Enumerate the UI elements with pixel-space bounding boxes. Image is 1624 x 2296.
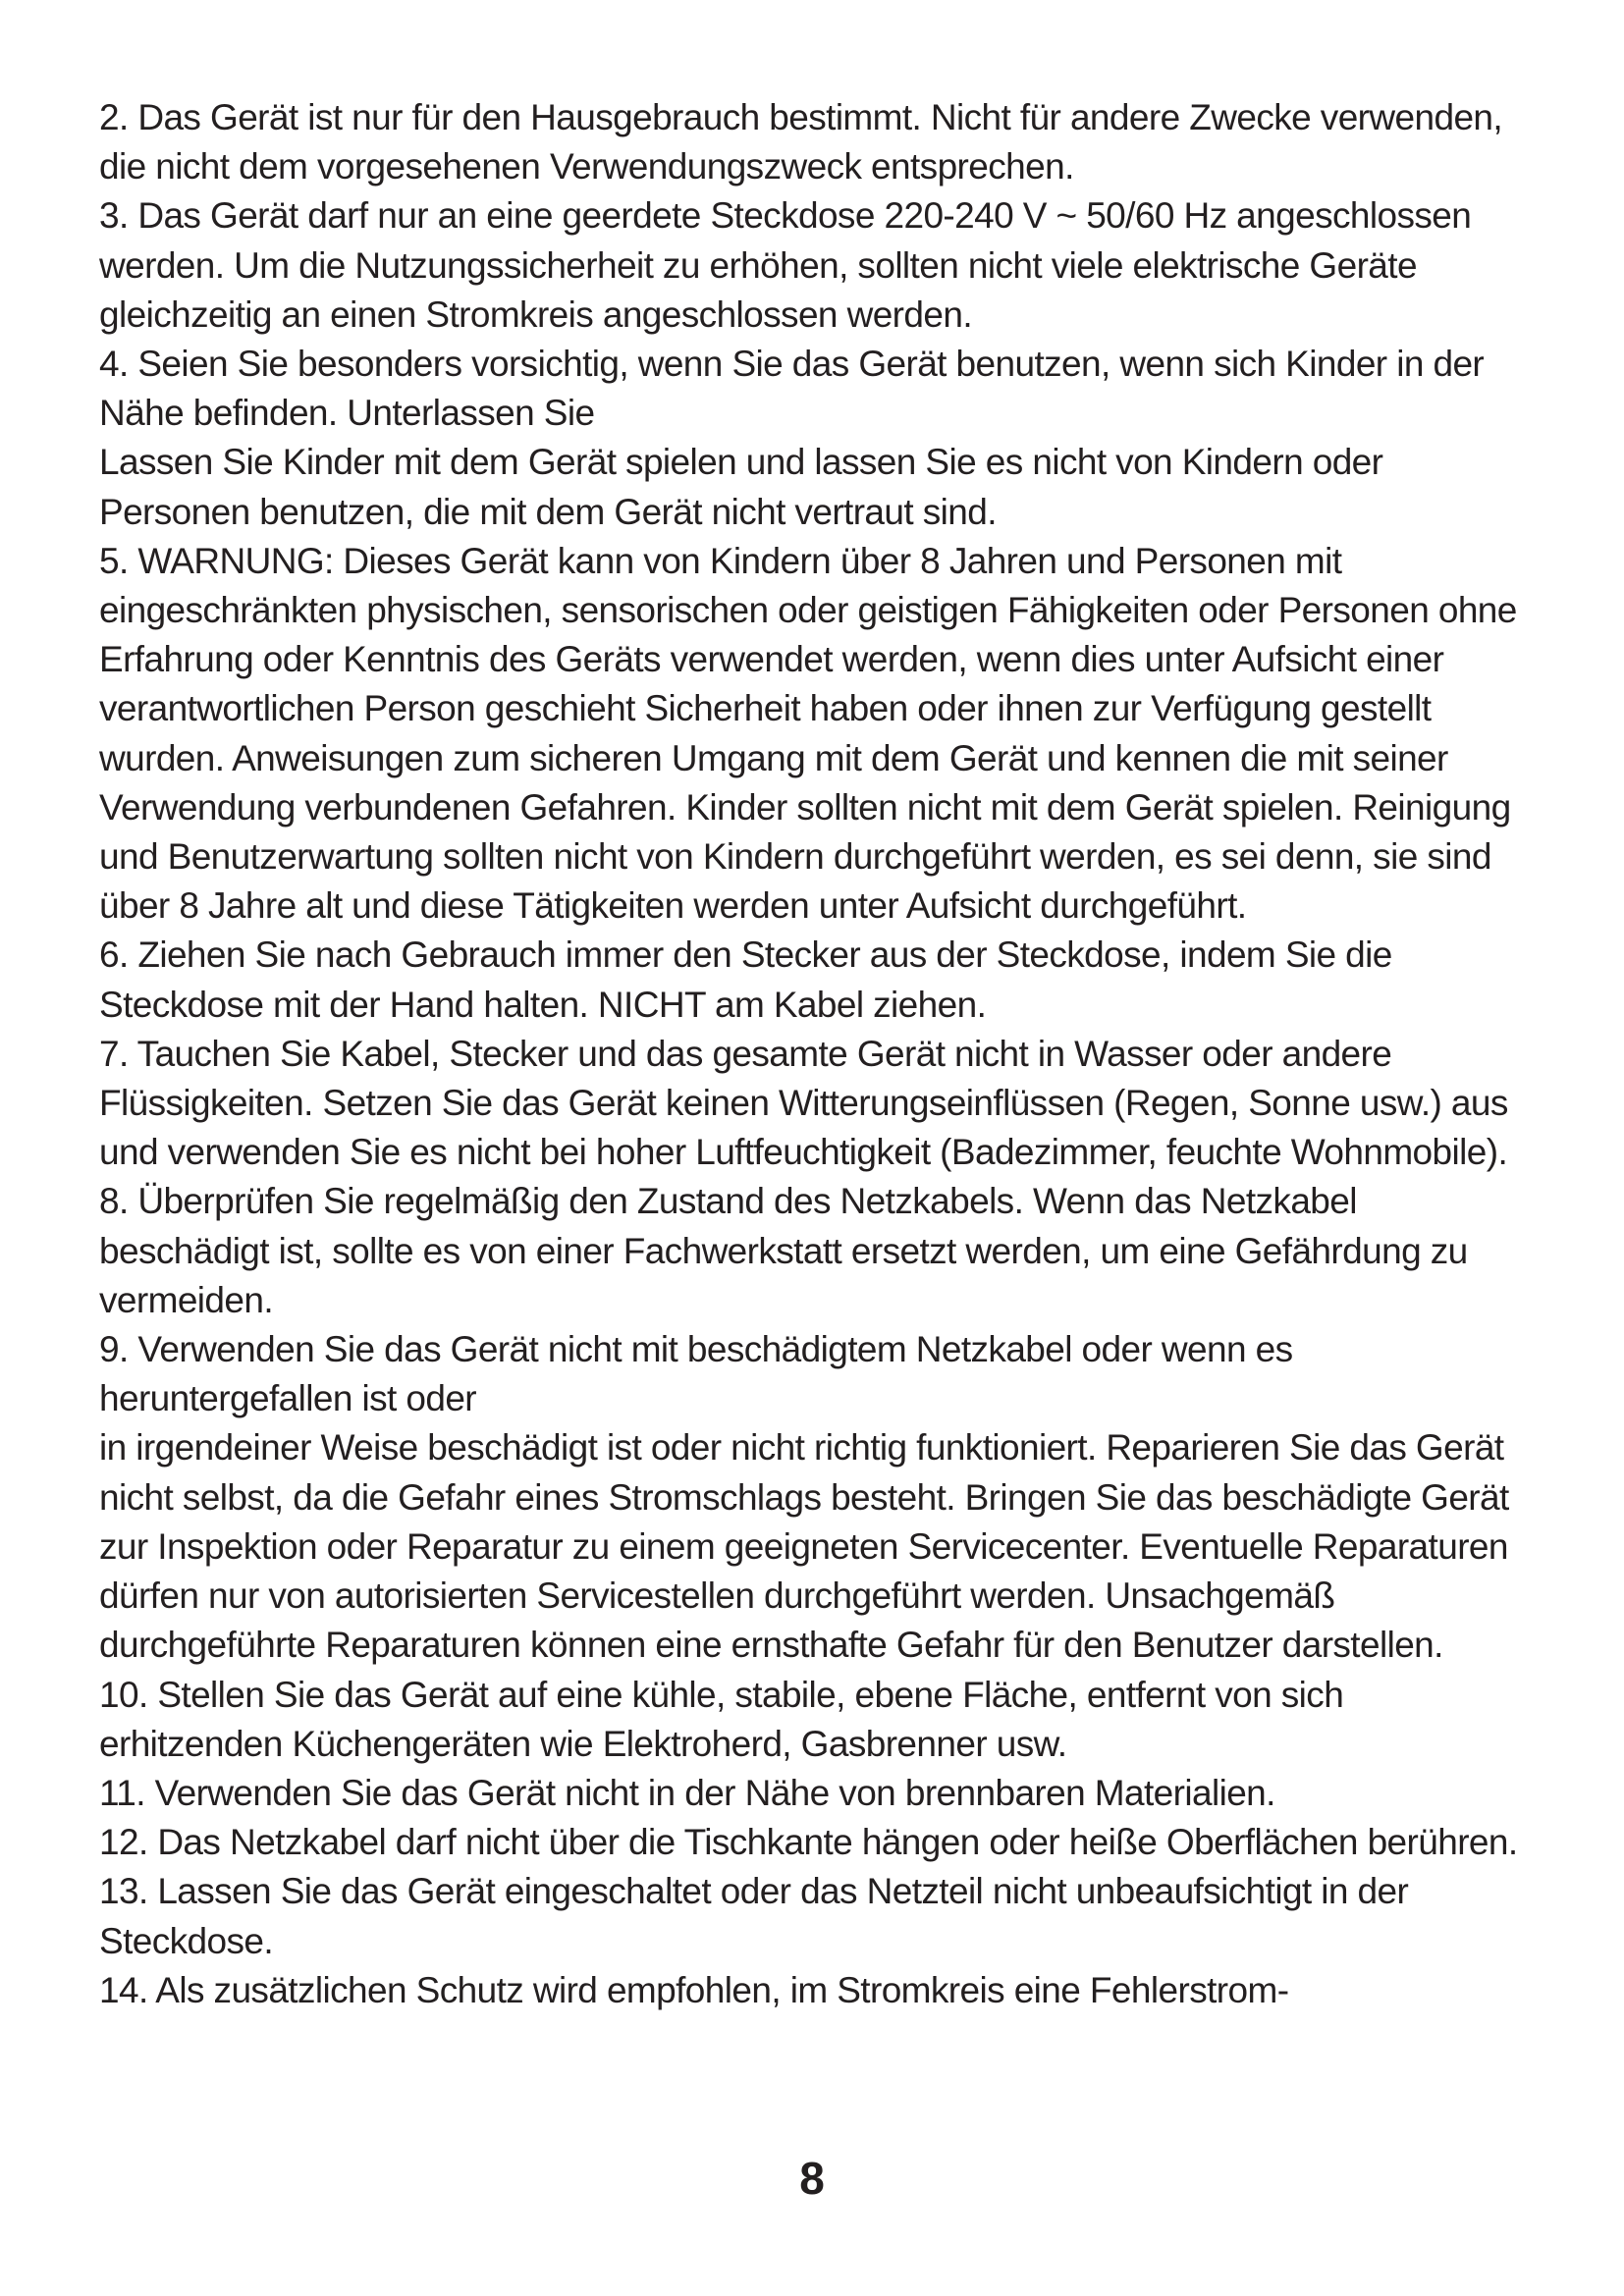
paragraph-item-10: 10. Stellen Sie das Gerät auf eine kühle, stabile, ebene Fläche, entfernt von sich erhitzenden Küchengeräten wie Elektroherd, Gasbrenner usw. bbox=[99, 1674, 1344, 1764]
paragraph-item-2: 2. Das Gerät ist nur für den Hausgebrauch bestimmt. Nicht für andere Zwecke verwenden, die nicht dem vorgesehenen Verwendungszweck entsprechen. bbox=[99, 97, 1503, 187]
paragraph-item-13: 13. Lassen Sie das Gerät eingeschaltet oder das Netzteil nicht unbeaufsichtigt in der Steckdose. bbox=[99, 1871, 1409, 1961]
safety-instructions-text bbox=[99, 93, 1528, 2015]
paragraph-item-14: 14. Als zusätzlichen Schutz wird empfohlen, im Stromkreis eine Fehlerstrom- bbox=[99, 1969, 1289, 2010]
paragraph-item-9: 9. Verwenden Sie das Gerät nicht mit beschädigtem Netzkabel oder wenn es heruntergefallen ist oder bbox=[99, 1329, 1293, 1419]
paragraph-item-4: 4. Seien Sie besonders vorsichtig, wenn Sie das Gerät benutzen, wenn sich Kinder in der Nähe befinden. Unterlassen Sie bbox=[99, 344, 1485, 434]
paragraph-item-7: 7. Tauchen Sie Kabel, Stecker und das gesamte Gerät nicht in Wasser oder andere Flüssigkeiten. Setzen Sie das Gerät keinen Witterungseinflüssen (Regen, Sonne usw.) aus und verwenden Sie es nicht bei hoher Luftfeuchtigkeit (Badezimmer, feuchte Wohnmobile). bbox=[99, 1033, 1508, 1173]
paragraph-item-5-warning: 5. WARNUNG: Dieses Gerät kann von Kindern über 8 Jahren und Personen mit eingeschränkten physischen, sensorischen oder geistigen Fähigkeiten oder Personen ohne Erfahrung oder Kenntnis des Geräts verwendet werden, wenn dies unter Aufsicht einer verantwortlichen Person geschieht Sicherheit haben oder ihnen zur Verfügung gestellt wurden. Anweisungen zum sicheren Umgang mit dem Gerät und kennen die mit seiner Verwendung verbundenen Gefahren. Kinder sollten nicht mit dem Gerät spielen. Reinigung und Benutzerwartung sollten nicht von Kindern durchgeführt werden, es sei denn, sie sind über 8 Jahre alt und diese Tätigkeiten werden unter Aufsicht durchgeführt. bbox=[99, 540, 1517, 927]
paragraph-item-12: 12. Das Netzkabel darf nicht über die Tischkante hängen oder heiße Oberflächen berühren. bbox=[99, 1822, 1518, 1863]
paragraph-item-6: 6. Ziehen Sie nach Gebrauch immer den Stecker aus der Steckdose, indem Sie die Steckdose mit der Hand halten. NICHT am Kabel ziehen. bbox=[99, 934, 1392, 1025]
paragraph-item-9-continued: in irgendeiner Weise beschädigt ist oder nicht richtig funktioniert. Reparieren Sie das Gerät nicht selbst, da die Gefahr eines Stromschlags besteht. Bringen Sie das beschädigte Gerät zur Inspektion oder Reparatur zu einem geeigneten Servicecenter. Eventuelle Reparaturen dürfen nur von autorisierten Servicestellen durchgeführt werden. Unsachgemäß durchgeführte Reparaturen können eine ernsthafte Gefahr für den Benutzer darstellen. bbox=[99, 1427, 1509, 1666]
paragraph-item-8: 8. Überprüfen Sie regelmäßig den Zustand des Netzkabels. Wenn das Netzkabel beschädigt ist, sollte es von einer Fachwerkstatt ersetzt werden, um eine Gefährdung zu vermeiden. bbox=[99, 1181, 1468, 1320]
paragraph-item-11: 11. Verwenden Sie das Gerät nicht in der Nähe von brennbaren Materialien. bbox=[99, 1772, 1275, 1813]
paragraph-item-4-continued: Lassen Sie Kinder mit dem Gerät spielen und lassen Sie es nicht von Kindern oder Personen benutzen, die mit dem Gerät nicht vertraut sind. bbox=[99, 442, 1383, 532]
paragraph-item-3: 3. Das Gerät darf nur an eine geerdete Steckdose 220-240 V ~ 50/60 Hz angeschlossen werden. Um die Nutzungssicherheit zu erhöhen, sollten nicht viele elektrische Geräte gleichzeitig an einen Stromkreis angeschlossen werden. bbox=[99, 195, 1472, 335]
page-number: 8 bbox=[799, 2153, 825, 2204]
